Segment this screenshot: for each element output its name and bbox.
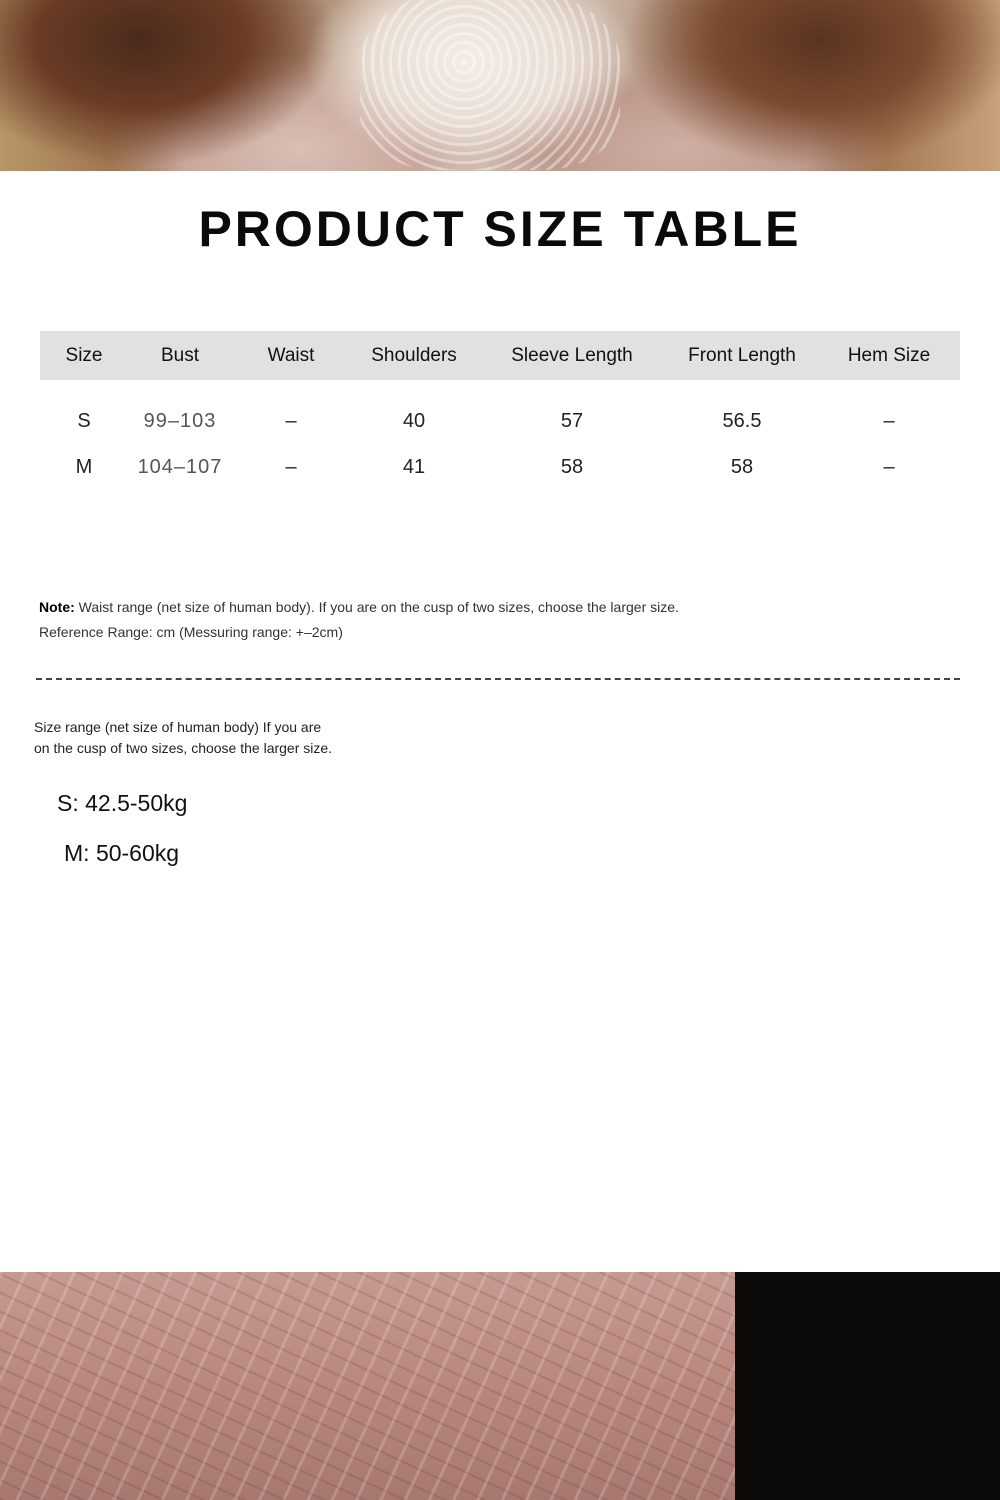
bottom-fabric-photo bbox=[0, 1272, 1000, 1500]
header-bust: Bust bbox=[128, 331, 232, 380]
header-size: Size bbox=[40, 331, 128, 380]
header-hem-size: Hem Size bbox=[818, 331, 960, 380]
cell-hem-size: – bbox=[883, 409, 895, 432]
weight-range-m: M: 50-60kg bbox=[64, 840, 180, 866]
lace-collar-detail bbox=[360, 0, 620, 170]
note-line bbox=[39, 595, 679, 620]
note-label: Note: bbox=[39, 599, 75, 615]
header-shoulders: Shoulders bbox=[350, 331, 478, 380]
size-range-note bbox=[34, 717, 374, 759]
cell-sleeve-length: 58 bbox=[560, 455, 584, 478]
cell-sleeve-length: 57 bbox=[560, 409, 584, 432]
dashed-divider bbox=[36, 678, 960, 680]
weight-range-s: S: 42.5-50kg bbox=[57, 790, 188, 816]
cell-bust: 104–107 bbox=[137, 455, 223, 478]
top-product-photo bbox=[0, 0, 1000, 171]
note-text: Waist range (net size of human body). If you are on the cusp of two sizes, choose the larger size. bbox=[74, 599, 679, 615]
cell-size: M bbox=[75, 455, 93, 478]
size-table bbox=[40, 331, 960, 496]
dark-background-area bbox=[735, 1272, 1000, 1500]
size-range-line: Size range (net size of human body) If you are bbox=[34, 719, 322, 735]
header-front-length: Front Length bbox=[666, 331, 818, 380]
cell-shoulders: 41 bbox=[402, 455, 426, 478]
table-row bbox=[40, 380, 960, 438]
size-note bbox=[39, 595, 679, 645]
page-title: PRODUCT SIZE TABLE bbox=[198, 201, 802, 257]
header-sleeve-length: Sleeve Length bbox=[478, 331, 666, 380]
cell-waist: – bbox=[285, 455, 297, 478]
cell-waist: – bbox=[285, 409, 297, 432]
table-row bbox=[40, 438, 960, 496]
table-header-row bbox=[40, 331, 960, 380]
header-waist: Waist bbox=[232, 331, 350, 380]
cell-front-length: 58 bbox=[730, 455, 754, 478]
size-range-line: on the cusp of two sizes, choose the larger size. bbox=[34, 740, 333, 756]
cell-size: S bbox=[77, 409, 91, 432]
cell-bust: 99–103 bbox=[143, 409, 217, 432]
cell-front-length: 56.5 bbox=[722, 409, 762, 432]
cell-shoulders: 40 bbox=[402, 409, 426, 432]
reference-range: Reference Range: cm (Messuring range: +–2cm) bbox=[39, 624, 343, 640]
cell-hem-size: – bbox=[883, 455, 895, 478]
